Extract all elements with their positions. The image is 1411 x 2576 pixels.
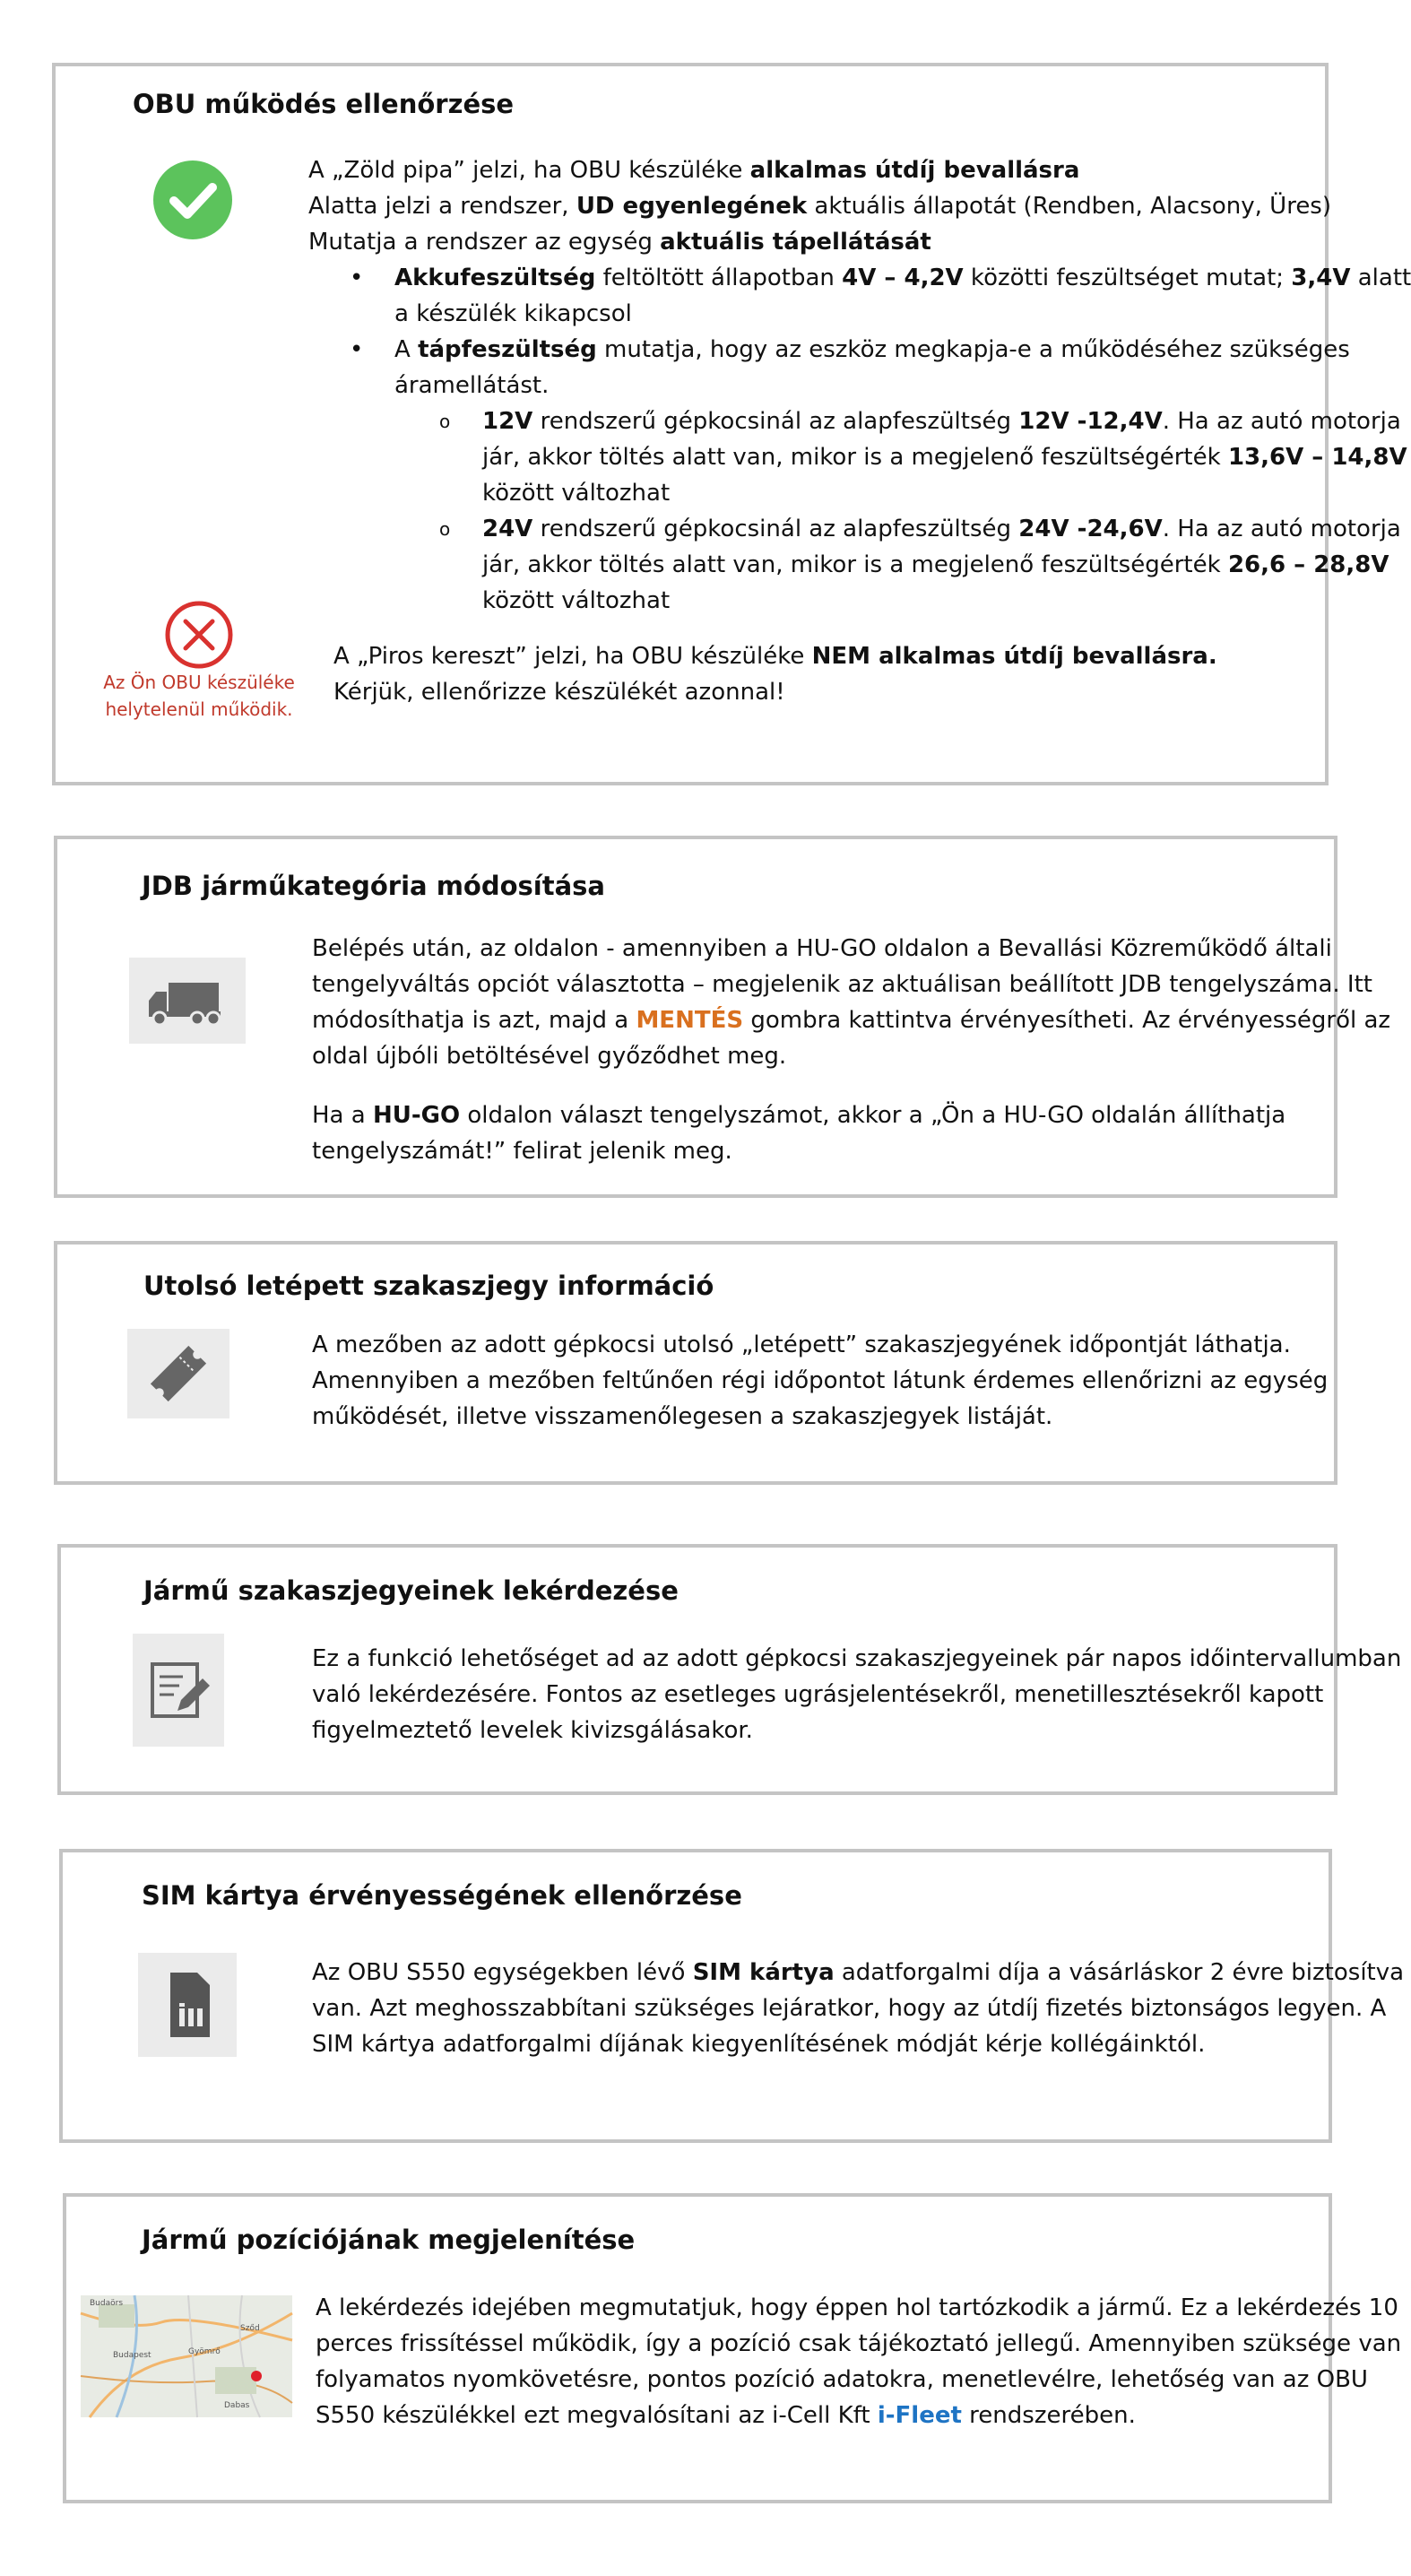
sim-section — [59, 1849, 1405, 2143]
map-label: Budaörs — [90, 2299, 124, 2308]
voltage-24v-subbullet: o 24V rendszerű gépkocsinál az alapfeszültség 24V -24,6V. Ha az autó motorja jár, akkor töltés alatt van, mikor is a megjelenő feszültségérték 26,6 – 28,8V között változhat — [439, 516, 1401, 614]
ticket-icon — [127, 1329, 229, 1418]
vehicle-position-title: Jármű pozíciójának megjelenítése — [142, 2225, 636, 2255]
sim-card-icon — [138, 1953, 237, 2057]
ticket-query-section — [57, 1544, 1402, 1795]
jdb-section — [54, 836, 1391, 1198]
red-cross-description: A „Piros kereszt” jelzi, ha OBU készüléke NEM alkalmas útdíj bevallásra. Kérjük, ellenőrizze készülékét azonnal! — [333, 643, 1217, 706]
map-thumbnail — [81, 2295, 292, 2417]
i-fleet-link[interactable]: i-Fleet — [877, 2402, 962, 2429]
green-check-description: A „Zöld pipa” jelzi, ha OBU készüléke alkalmas útdíj bevallásra Alatta jelzi a rendszer, UD egyenlegének aktuális állapotát (Rendben, Alacsony, Üres) Mutatja a rendszer az egység aktuális tápellátását • Akkufeszültség feltöltött állapotban 4V – 4,2V közötti feszültséget mutat; 3,4V alatt a készülék kikapcsol • A tápfeszültség mutatja, hogy az eszköz megkapja-e a működéséhez szükséges áramellátást. o 12V rendszerű gépkocsinál az alapfeszültség 12V -12,4V. Ha az autó motorja jár, akkor töltés alatt van, mikor is a megjelenő feszültségérték 13,6V – 14,8V között változhat o 24V rendszerű gépkocsinál az alapfeszültség 24V -24,6V. Ha az autó motorja jár, akkor töltés alatt van, mikor is a megjelenő feszültségérték 26,6 – 28,8V között változhat — [308, 152, 1312, 619]
green-check-icon — [152, 160, 233, 240]
red-cross-icon — [163, 599, 235, 671]
voltage-12v-subbullet: o 12V rendszerű gépkocsinál az alapfeszültség 12V -12,4V. Ha az autó motorja jár, akkor töltés alatt van, mikor is a megjelenő feszültségérték 13,6V – 14,8V között változhat — [439, 408, 1407, 507]
obu-section — [52, 63, 1411, 785]
last-ticket-section — [54, 1241, 1337, 1485]
obu-title: OBU működés ellenőrzése — [133, 89, 515, 119]
red-cross-caption: Az Ön OBU készüléke helytelenül működik. — [103, 672, 295, 720]
truck-icon — [129, 958, 246, 1044]
ticket-query-description: Ez a funkció lehetőséget ad az adott gépkocsi szakaszjegyeinek pár napos időintervallumban való lekérdezésére. Fontos az esetleges ugrásjelentésekről, menetillesztésekről kapott figyelmeztető levelek kivizsgálásakor. — [312, 1645, 1402, 1744]
ticket-query-title: Jármű szakaszjegyeinek lekérdezése — [143, 1575, 679, 1606]
vehicle-position-section — [63, 2193, 1402, 2503]
mentes-label: MENTÉS — [636, 1007, 744, 1034]
map-label: Sződ — [240, 2324, 260, 2333]
sim-title: SIM kártya érvényességének ellenőrzése — [142, 1880, 742, 1911]
last-ticket-description: A mezőben az adott gépkocsi utolsó „letépett” szakaszjegyének időpontját láthatja. Amennyiben a mezőben feltűnően régi időpontot látunk érdemes ellenőrizni az egység működését, illetve visszamenőlegesen a szakaszjegyek listáját. — [312, 1331, 1329, 1430]
supply-voltage-bullet: • A tápfeszültség mutatja, hogy az eszköz megkapja-e a működéséhez szükséges áramellátást. — [350, 336, 1350, 399]
map-label: Dabas — [224, 2401, 250, 2410]
map-label: Budapest — [113, 2351, 151, 2360]
jdb-title: JDB járműkategória módosítása — [142, 871, 606, 901]
vehicle-position-description: A lekérdezés idejében megmutatjuk, hogy éppen hol tartózkodik a jármű. Ez a lekérdezés 10 perces frissítéssel működik, így a pozíció csak tájékoztató jellegű. Amennyiben szüksége van folyamatos nyomkövetésre, pontos pozíció adatokra, menetlevélre, lehetőség van az OBU S550 készülékkel ezt megvalósítani az i-Cell Kft i-Fleet rendszerében. — [316, 2294, 1402, 2429]
battery-voltage-bullet: • Akkufeszültség feltöltött állapotban 4V – 4,2V közötti feszültséget mutat; 3,4V alatt a készülék kikapcsol — [350, 265, 1411, 327]
jdb-description: Belépés után, az oldalon - amennyiben a HU-GO oldalon a Bevallási Közreműködő általi tengelyváltás opciót választotta – megjelenik az aktuálisan beállított JDB tengelyszáma. Itt módosíthatja is azt, majd a MENTÉS gombra kattintva érvényesítheti. Az érvényességről az oldal újbóli betöltésével győződhet meg. Ha a HU-GO oldalon választ tengelyszámot, akkor a „Ön a HU-GO oldalán állíthatja tengelyszámát!” felirat jelenik meg. — [312, 935, 1391, 1165]
edit-document-icon — [133, 1634, 224, 1747]
sim-description: Az OBU S550 egységekben lévő SIM kártya adatforgalmi díja a vásárláskor 2 évre biztosítva van. Azt meghosszabbítani szükséges lejáratkor, hogy az útdíj fizetés biztonságos legyen. A SIM kártya adatforgalmi díjának kiegyenlítésének módját kérje kollégáinktól. — [312, 1959, 1405, 2058]
last-ticket-title: Utolsó letépett szakaszjegy információ — [143, 1271, 714, 1301]
map-label: Gyömrő — [188, 2347, 221, 2356]
